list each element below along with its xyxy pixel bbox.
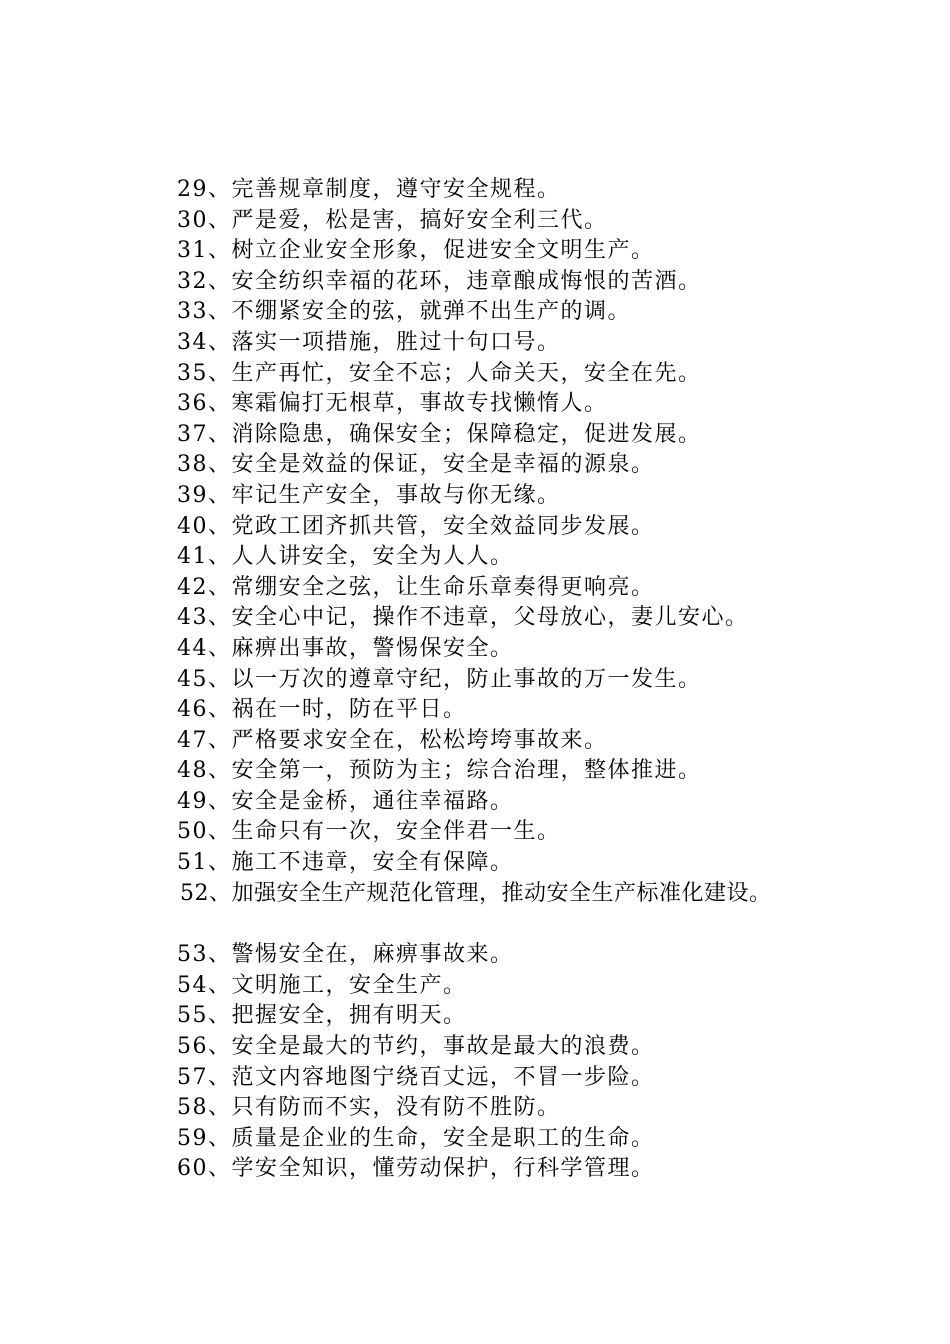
slogan-line-34: 34、落实一项措施，胜过十句口号。 [177, 329, 561, 355]
slogan-line-35: 35、生产再忙，安全不忘；人命关天，安全在先。 [177, 360, 702, 386]
slogan-line-53: 53、警惕安全在，麻痹事故来。 [177, 942, 514, 968]
slogan-line-38: 38、安全是效益的保证，安全是幸福的源泉。 [177, 452, 655, 478]
slogan-line-36: 36、寒霜偏打无根草，事故专找懒惰人。 [177, 391, 608, 417]
slogan-line-32: 32、安全纺织幸福的花环，违章酿成悔恨的苦酒。 [177, 268, 702, 294]
slogan-list [177, 175, 917, 1185]
slogan-line-58: 58、只有防而不实，没有防不胜防。 [177, 1095, 561, 1121]
slogan-line-46: 46、祸在一时，防在平日。 [177, 697, 467, 723]
slogan-line-50: 50、生命只有一次，安全伴君一生。 [177, 819, 561, 845]
slogan-line-41: 41、人人讲安全，安全为人人。 [177, 544, 514, 570]
slogan-line-54: 54、文明施工，安全生产。 [177, 972, 467, 998]
slogan-line-49: 49、安全是金桥，通往幸福路。 [177, 788, 514, 814]
slogan-line-43: 43、安全心中记，操作不违章，父母放心，妻儿安心。 [177, 605, 749, 631]
slogan-line-44: 44、麻痹出事故，警惕保安全。 [177, 635, 514, 661]
slogan-line-31: 31、树立企业安全形象，促进安全文明生产。 [177, 238, 655, 264]
slogan-line-33: 33、不绷紧安全的弦，就弹不出生产的调。 [177, 299, 631, 325]
slogan-line-39: 39、牢记生产安全，事故与你无缘。 [177, 482, 561, 508]
slogan-line-47: 47、严格要求安全在，松松垮垮事故来。 [177, 727, 608, 753]
slogan-line-45: 45、以一万次的遵章守纪，防止事故的万一发生。 [177, 666, 702, 692]
slogan-line-57: 57、范文内容地图宁绕百丈远，不冒一步险。 [177, 1064, 655, 1090]
slogan-line-51: 51、施工不违章，安全有保障。 [177, 850, 514, 876]
slogan-line-42: 42、常绷安全之弦，让生命乐章奏得更响亮。 [177, 574, 655, 600]
slogan-line-48: 48、安全第一，预防为主；综合治理，整体推进。 [177, 758, 702, 784]
slogan-line-37: 37、消除隐患，确保安全；保障稳定，促进发展。 [177, 421, 702, 447]
slogan-line-40: 40、党政工团齐抓共管，安全效益同步发展。 [177, 513, 655, 539]
slogan-line-55: 55、把握安全，拥有明天。 [177, 1003, 467, 1029]
slogan-line-30: 30、严是爱，松是害，搞好安全利三代。 [177, 207, 608, 233]
slogan-line-29: 29、完善规章制度，遵守安全规程。 [177, 177, 561, 202]
slogan-line-52: 52、加强安全生产规范化管理，推动安全生产标准化建设。 [180, 880, 772, 906]
slogan-line-60: 60、学安全知识，懂劳动保护，行科学管理。 [177, 1156, 655, 1182]
slogan-line-59: 59、质量是企业的生命，安全是职工的生命。 [177, 1125, 655, 1151]
paragraph-gap [177, 909, 917, 940]
slogan-line-56: 56、安全是最大的节约，事故是最大的浪费。 [177, 1034, 655, 1060]
